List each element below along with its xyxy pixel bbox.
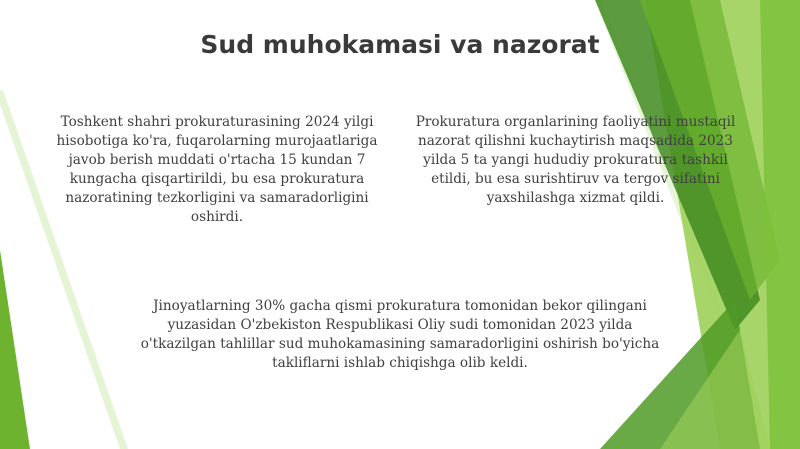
paragraph-bottom: Jinoyatlarning 30% gacha qismi prokuratura tomonidan bekor qilingani yuzasidan O'zbekiston Respublikasi Oliy sudi tomonidan 2023 yilda o'tkazilgan tahlillar sud muhokamasining samaradorligini oshirish bo'yicha takliflarni ishlab chiqishga olib keldi. xyxy=(140,298,660,371)
paragraph-right: Prokuratura organlarining faoliyatini mustaqil nazorat qilishni kuchaytirish maqsadida 2023 yilda 5 ta yangi hududiy prokuratura tashkil etildi, bu esa surishtiruv va tergov sifatini yaxshilashga xizmat qildi. xyxy=(415,114,736,206)
paragraph-left: Toshkent shahri prokuraturasining 2024 yilgi hisobotiga ko'ra, fuqarolarning murojaatlariga javob berish muddati o'rtacha 15 kundan 7 kungacha qisqartirildi, bu esa prokuratura nazoratining tezkorligini va samaradorligini oshirdi. xyxy=(56,114,378,225)
slide-title: Sud muhokamasi va nazorat xyxy=(200,30,600,59)
decor-left-edge xyxy=(0,250,30,449)
